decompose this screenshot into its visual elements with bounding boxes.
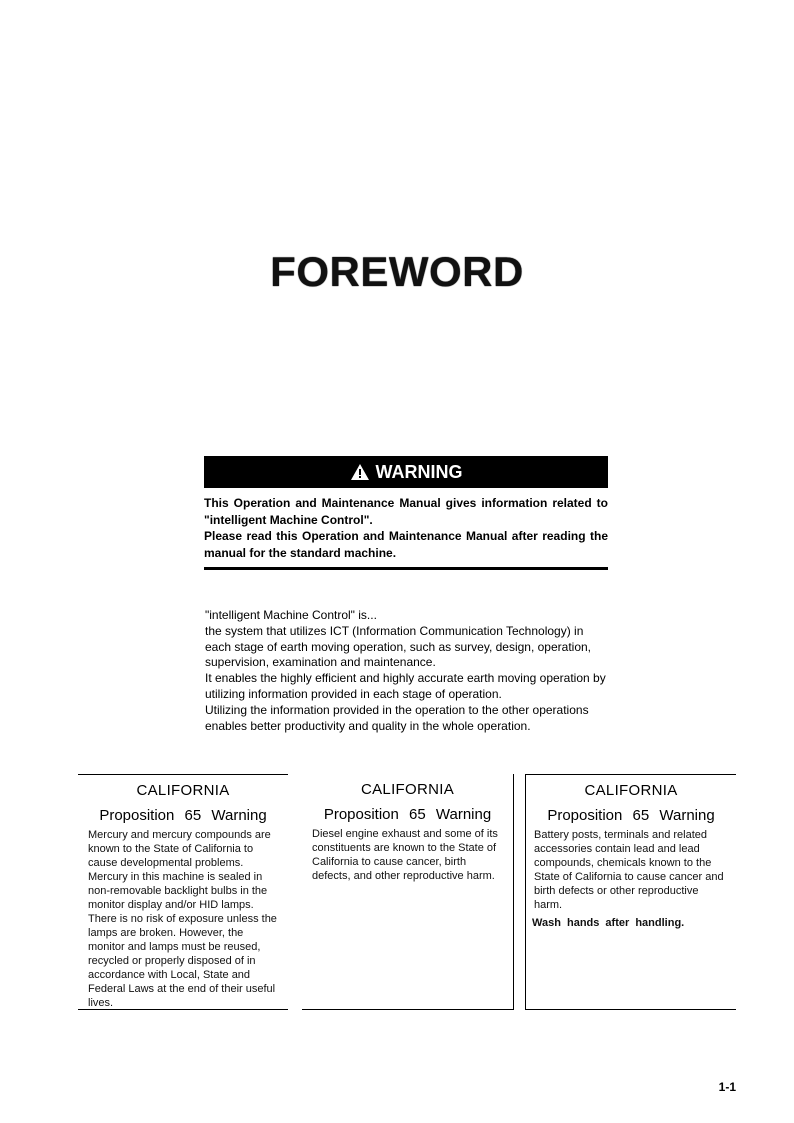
warning-text [204,488,608,570]
prop65-box-battery [525,774,736,1010]
intro-line: Utilizing the information provided in the operation to the other operations enables better productivity and quality in the whole operation. [205,702,589,733]
prop65-box-diesel [302,774,514,1010]
page-number: 1-1 [718,1080,736,1094]
intro-text [205,608,607,734]
intro-line: It enables the highly efficient and highly accurate earth moving operation by utilizing information provided in each stage of operation. [205,671,606,701]
prop65-heading: CALIFORNIA [360,781,454,798]
warning-triangle-icon [350,463,370,481]
intro-line: "intelligent Machine Control" is... [205,608,377,622]
intro-line: the system that utilizes ICT (Information Communication Technology) in each stage of earth moving operation, such as survey, design, operation, supervision, examination and maintenance. [205,623,592,670]
warning-header-label: WARNING [375,461,463,482]
prop65-heading: CALIFORNIA [136,782,230,799]
prop65-wash-hands: Wash hands after handling. [532,917,685,929]
prop65-text: Battery posts, terminals and related accessories contain lead and lead compounds, chemicals known to the State of California to cause cancer and birth defects or other reproductive harm. [534,829,724,911]
prop65-box-mercury [78,774,288,1010]
prop65-text: Mercury and mercury compounds are known to the State of California to cause developmental problems. Mercury in this machine is sealed in non-removable backlight bulbs in the monitor display and/or HID lamps. There is no risk of exposure unless the lamps are broken. However, the monitor and lamps must be reused, recycled or properly disposed of in accordance with Local, State and Federal Laws at the end of their useful lives. [88,829,277,1009]
warning-box [204,456,608,570]
prop65-subheading: Proposition 65 Warning [547,807,715,824]
prop65-subheading: Proposition 65 Warning [323,806,492,823]
prop65-subheading: Proposition 65 Warning [99,807,267,824]
prop65-heading: CALIFORNIA [584,782,678,799]
warning-line: This Operation and Maintenance Manual gives information related to "intelligent Machine Control". [204,496,608,527]
prop65-text: Diesel engine exhaust and some of its constituents are known to the State of California to cause cancer, birth defects, and other reproductive harm. [312,828,498,882]
page-title: FOREWORD [270,248,524,295]
warning-header [204,456,608,488]
warning-line: Please read this Operation and Maintenance Manual after reading the manual for the standard machine. [204,529,608,560]
